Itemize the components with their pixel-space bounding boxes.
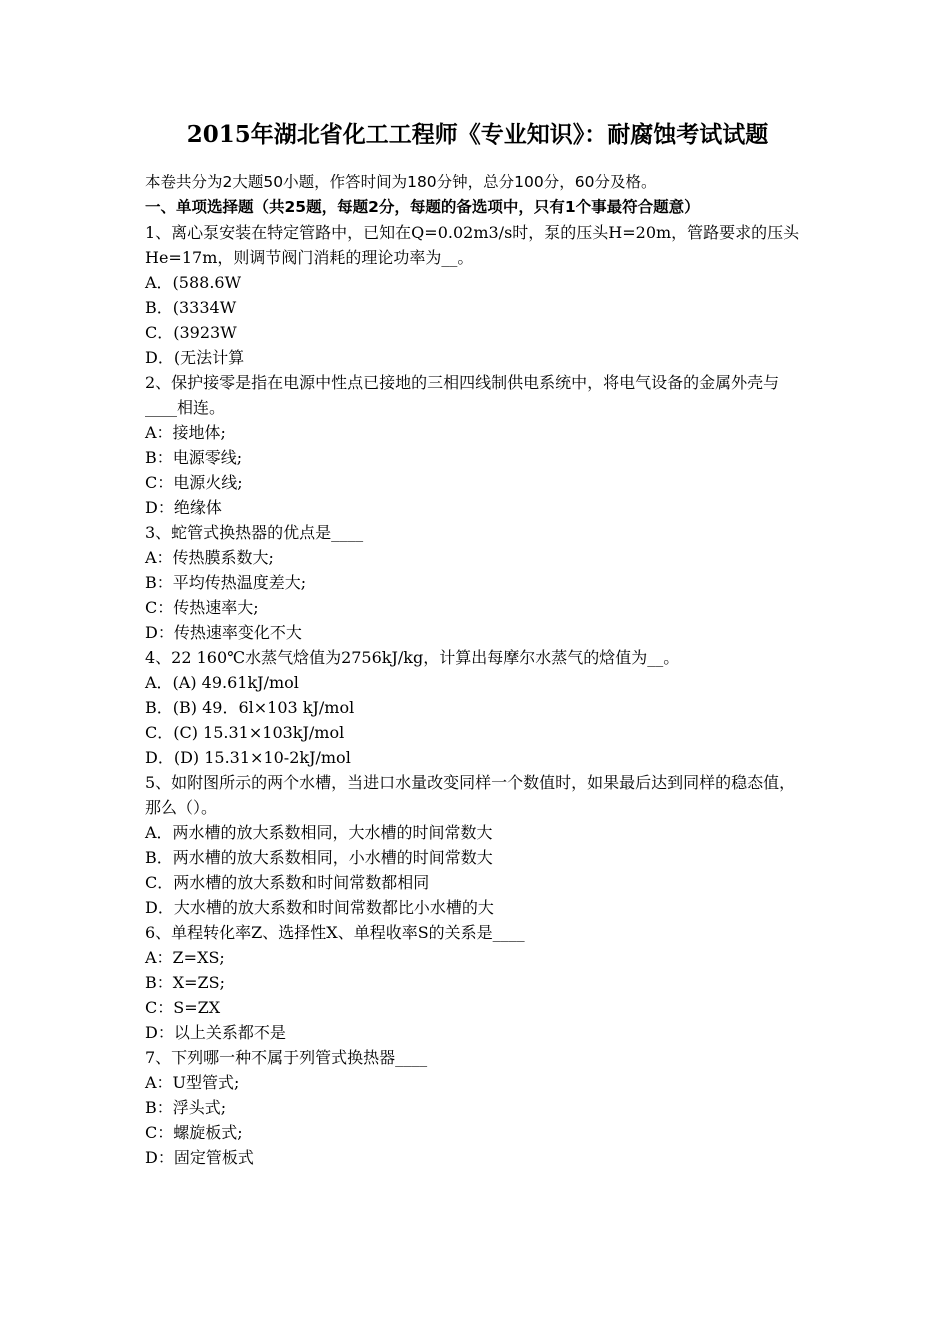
option-b: B：平均传热温度差大;: [145, 573, 307, 592]
section-heading: 一、单项选择题（共25题，每题2分，每题的备选项中，只有1个事最符合题意）: [145, 198, 700, 216]
option-c: C：螺旋板式;: [145, 1123, 243, 1142]
option-c: C：S=ZX: [145, 998, 221, 1017]
option-a: A：U型管式;: [145, 1073, 240, 1092]
question-1: [145, 220, 810, 370]
question-4: [145, 645, 810, 770]
question-stem: 3、蛇管式换热器的优点是____: [145, 523, 364, 542]
option-c: C．(C) 15.31×103kJ/mol: [145, 723, 345, 742]
question-stem: 6、单程转化率Z、选择性X、单程收率S的关系是____: [145, 923, 525, 942]
option-d: D．(D) 15.31×10-2kJ/mol: [145, 748, 351, 767]
option-b: B：电源零线;: [145, 448, 243, 467]
option-c: C．(3923W: [145, 323, 237, 342]
question-stem: 4、22 160℃水蒸气焓值为2756kJ/kg，计算出每摩尔水蒸气的焓值为__。: [145, 648, 680, 667]
exam-intro: 本卷共分为2大题50小题，作答时间为180分钟，总分100分，60分及格。: [145, 173, 657, 191]
question-3: [145, 520, 810, 645]
question-stem: 5、如附图所示的两个水槽，当进口水量改变同样一个数值时，如果最后达到同样的稳态值，那么（）。: [145, 773, 796, 817]
option-d: D：以上关系都不是: [145, 1023, 286, 1042]
document-page: [145, 118, 810, 1170]
option-d: D：绝缘体: [145, 498, 222, 517]
option-d: D．(无法计算: [145, 348, 245, 367]
option-a: A．两水槽的放大系数相同，大水槽的时间常数大: [145, 823, 493, 842]
option-a: A．(A) 49.61kJ/mol: [145, 673, 299, 692]
question-2: [145, 370, 810, 520]
question-5: [145, 770, 810, 920]
question-stem: 1、离心泵安装在特定管路中，已知在Q=0.02m3/s时，泵的压头H=20m，管路要求的压头He=17m，则调节阀门消耗的理论功率为__。: [145, 223, 800, 267]
option-a: A：接地体;: [145, 423, 226, 442]
option-b: B．(3334W: [145, 298, 237, 317]
question-stem: 7、下列哪一种不属于列管式换热器____: [145, 1048, 428, 1067]
option-d: D：传热速率变化不大: [145, 623, 302, 642]
option-d: D：固定管板式: [145, 1148, 254, 1167]
option-c: C．两水槽的放大系数和时间常数都相同: [145, 873, 430, 892]
option-c: C：电源火线;: [145, 473, 243, 492]
option-b: B．两水槽的放大系数相同，小水槽的时间常数大: [145, 848, 493, 867]
option-a: A：Z=XS;: [145, 948, 225, 967]
option-c: C：传热速率大;: [145, 598, 259, 617]
option-d: D．大水槽的放大系数和时间常数都比小水槽的大: [145, 898, 494, 917]
option-a: A：传热膜系数大;: [145, 548, 274, 567]
question-6: [145, 920, 810, 1045]
question-stem: 2、保护接零是指在电源中性点已接地的三相四线制供电系统中，将电气设备的金属外壳与____相连。: [145, 373, 780, 417]
option-b: B：浮头式;: [145, 1098, 227, 1117]
option-b: B：X=ZS;: [145, 973, 226, 992]
question-7: [145, 1045, 810, 1170]
option-a: A．(588.6W: [145, 273, 242, 292]
option-b: B．(B) 49．6l×103 kJ/mol: [145, 698, 355, 717]
page-title: 2015年湖北省化工工程师《专业知识》：耐腐蚀考试试题: [186, 121, 769, 148]
